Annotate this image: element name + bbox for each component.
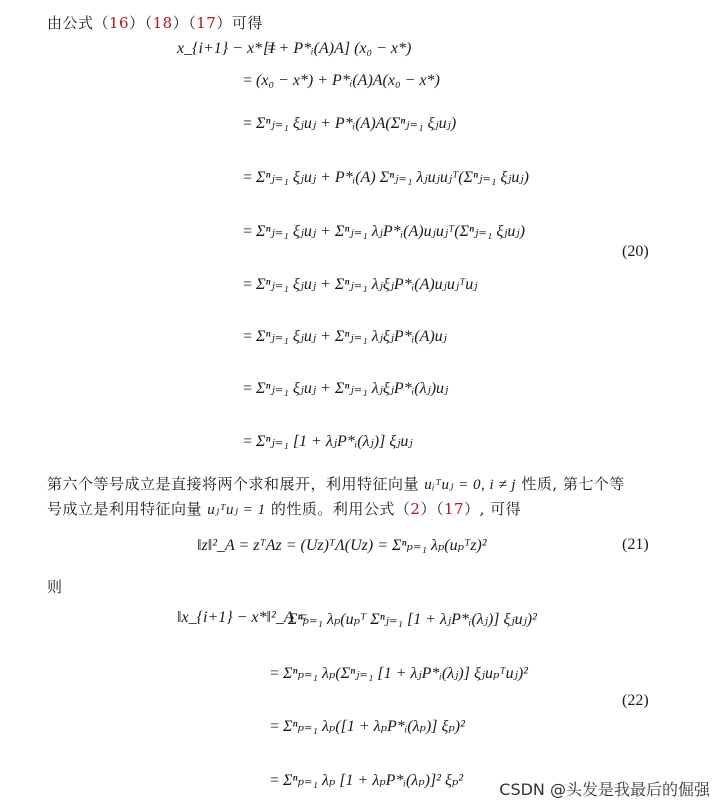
eq22-line-3: = Σⁿₚ₌₁ λₚ([1 + λₚP*ᵢ(λₚ)] ξₚ)² <box>270 718 465 735</box>
para-line-2: 号成立是利用特征向量 uⱼᵀuⱼ = 1 的性质。利用公式（2）（17）, 可得 <box>47 500 522 518</box>
eq20-line-4: = Σⁿⱼ₌₁ ξⱼuⱼ + P*ᵢ(A) Σⁿⱼ₌₁ λⱼuⱼuⱼᵀ(Σⁿⱼ₌₁ ξⱼuⱼ) <box>243 169 529 186</box>
eq22-line-1: Σⁿₚ₌₁ λₚ(uₚᵀ Σⁿⱼ₌₁ [1 + λⱼP*ᵢ(λⱼ)] ξⱼuⱼ)² <box>288 611 537 628</box>
eq21-body: ‖z‖²_A = zᵀAz = (Uz)ᵀΛ(Uz) = Σⁿₚ₌₁ λₚ(uₚᵀz)² <box>197 537 487 554</box>
eq22-number: (22) <box>622 692 649 709</box>
csdn-watermark: CSDN @头发是我最后的倔强 <box>499 780 710 799</box>
eq22-line-4: = Σⁿₚ₌₁ λₚ [1 + λₚP*ᵢ(λₚ)]² ξₚ² <box>270 772 464 789</box>
ref-17[interactable]: 17 <box>196 14 217 32</box>
eq20-line-2: = (x₀ − x*) + P*ᵢ(A)A(x₀ − x*) <box>243 72 440 89</box>
eq22-lhs: ‖x_{i+1} − x*‖²_A = <box>177 609 309 626</box>
intro-line: 由公式（16）（18）（17）可得 <box>47 14 263 32</box>
ref-18[interactable]: 18 <box>152 14 173 32</box>
eq20-line-3: = Σⁿⱼ₌₁ ξⱼuⱼ + P*ᵢ(A)A(Σⁿⱼ₌₁ ξⱼuⱼ) <box>243 115 457 132</box>
ref-2[interactable]: 2 <box>410 500 421 518</box>
eq22-line-2: = Σⁿₚ₌₁ λₚ(Σⁿⱼ₌₁ [1 + λⱼP*ᵢ(λⱼ)] ξⱼuₚᵀuⱼ)² <box>270 665 528 682</box>
eq20-line-1: [I + P*ᵢ(A)A] (x₀ − x*) <box>263 40 412 57</box>
ref-16[interactable]: 16 <box>109 14 130 32</box>
eq20-number: (20) <box>622 243 649 260</box>
eq20-line-7: = Σⁿⱼ₌₁ ξⱼuⱼ + Σⁿⱼ₌₁ λⱼξⱼP*ᵢ(A)uⱼ <box>243 328 447 345</box>
eq20-line-5: = Σⁿⱼ₌₁ ξⱼuⱼ + Σⁿⱼ₌₁ λⱼP*ᵢ(A)uⱼuⱼᵀ(Σⁿⱼ₌₁ ξⱼuⱼ) <box>243 223 525 240</box>
para-line-1: 第六个等号成立是直接将两个求和展开，利用特征向量 uᵢᵀuⱼ = 0, i ≠ j 性质, 第七个等 <box>47 475 625 493</box>
eq20-line-6: = Σⁿⱼ₌₁ ξⱼuⱼ + Σⁿⱼ₌₁ λⱼξⱼP*ᵢ(A)uⱼuⱼᵀuⱼ <box>243 276 478 293</box>
eq20-line-9: = Σⁿⱼ₌₁ [1 + λⱼP*ᵢ(λⱼ)] ξⱼuⱼ <box>243 433 413 450</box>
eq20-lhs: x_{i+1} − x* = <box>177 40 277 57</box>
ref-17b[interactable]: 17 <box>443 500 465 518</box>
eq20-line-8: = Σⁿⱼ₌₁ ξⱼuⱼ + Σⁿⱼ₌₁ λⱼξⱼP*ᵢ(λⱼ)uⱼ <box>243 380 449 397</box>
then-word: 则 <box>47 578 63 596</box>
eq21-number: (21) <box>622 536 649 553</box>
